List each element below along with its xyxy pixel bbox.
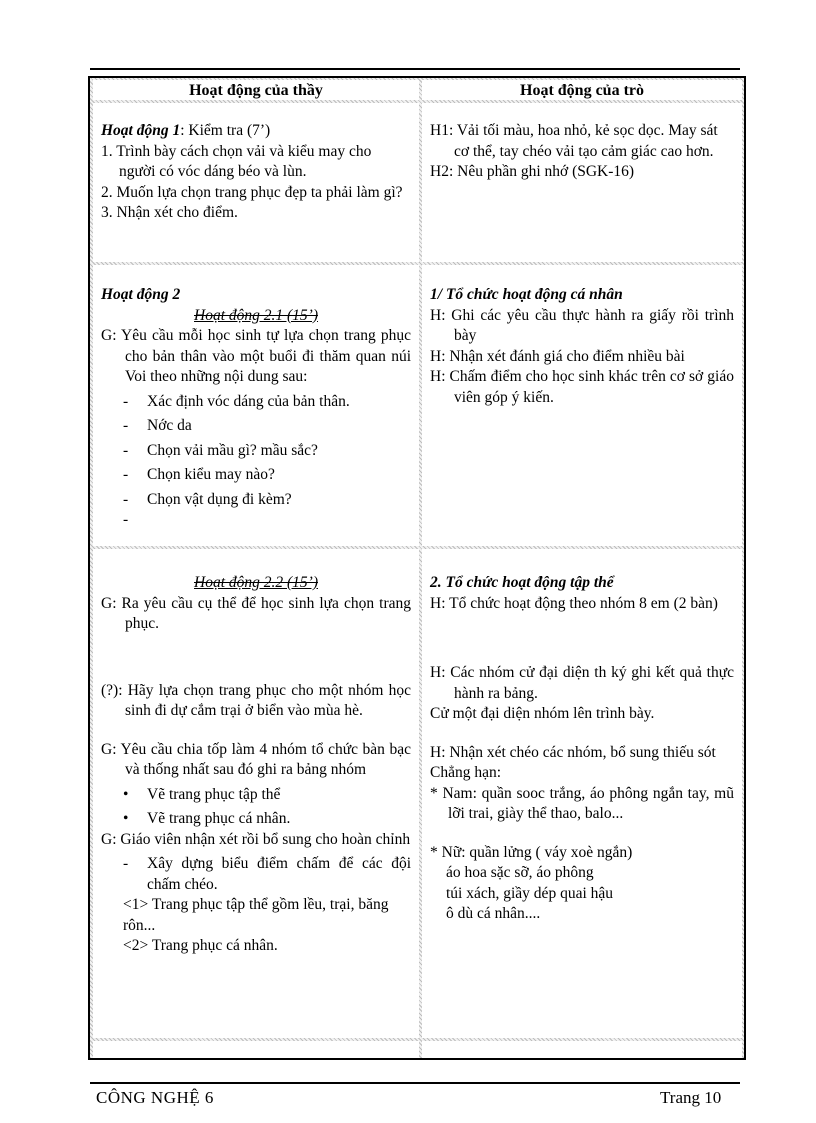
- activity2-title: Hoạt động 2: [101, 286, 181, 303]
- activity1-item-3: 3. Nhận xét cho điểm.: [101, 204, 238, 221]
- individual-activity-title: 1/ Tổ chức hoạt động cá nhân: [430, 286, 623, 303]
- group-answer-2: H: Các nhóm cử đại diện th ký ghi kết quả thực hành ra bảng.: [430, 664, 734, 702]
- example-female: * Nữ: quần lửng ( váy xoè ngắn): [430, 843, 633, 861]
- group-answer-3: Cử một đại diện nhóm lên trình bày.: [430, 705, 655, 722]
- activity21-bullet-5: - Chọn vật dụng đi kèm?: [123, 490, 292, 508]
- individual-answer-2: H: Nhận xét đánh giá cho điểm nhiều bài: [430, 347, 685, 365]
- activity1-item-1: 1. Trình bày cách chọn vải và kiểu may cho người có vóc dáng béo và lùn.: [101, 142, 372, 180]
- example-female-4: ô dù cá nhân....: [446, 905, 541, 922]
- activity21-bullet-2: - Nớc da: [123, 417, 192, 434]
- activity21-bullet-1: - Xác định vóc dáng của bản thân.: [123, 392, 350, 410]
- activity22-groups: G: Yêu cầu chia tốp làm 4 nhóm tổ chức bàn bạc và thống nhất sau đó ghi ra bảng nhóm: [101, 740, 411, 778]
- row2-teacher: [93, 265, 419, 546]
- answer-h2: H2: Nêu phần ghi nhớ (SGK-16): [430, 163, 635, 180]
- activity1-title: Hoạt động 1: Kiểm tra (7’): [101, 122, 271, 139]
- activity22-bullet-2: • Vẽ trang phục cá nhân.: [123, 810, 291, 827]
- row2-student: [422, 265, 742, 546]
- row1-student: [422, 103, 742, 262]
- activity22-subtitle: Hoạt động 2.2 (15’): [194, 574, 318, 591]
- activity22-question: (?): Hãy lựa chọn trang phục cho một nhóm học sinh đi dự cắm trại ở biển vào mùa hè.: [101, 681, 411, 719]
- row3-student: [422, 549, 742, 1038]
- individual-answer-3: H: Chấm điểm cho học sinh khác trên cơ sở giáo viên góp ý kiến.: [430, 368, 734, 406]
- group-activity-title: 2. Tổ chức hoạt động tập thể: [430, 574, 614, 591]
- footer-subject: CÔNG NGHỆ 6: [96, 1088, 214, 1107]
- footer-rule: [90, 1082, 740, 1084]
- activity1-item-2: 2. Muốn lựa chọn trang phục đẹp ta phải làm gì?: [101, 183, 403, 201]
- activity21-bullet-6: -: [123, 511, 129, 528]
- row4-teacher-empty: [93, 1041, 419, 1058]
- row1-teacher: [93, 103, 419, 262]
- individual-answer-1: H: Ghi các yêu cầu thực hành ra giấy rồi trình bày: [430, 306, 734, 344]
- group-answer-1: H: Tổ chức hoạt động theo nhóm 8 em (2 bàn): [430, 594, 718, 612]
- footer-page-number: Trang 10: [660, 1088, 722, 1107]
- header-rule: [90, 68, 740, 70]
- activity21-bullet-3: - Chọn vải mầu gì? mầu sắc?: [123, 441, 318, 459]
- group-example-label: Chẳng hạn:: [430, 764, 502, 781]
- activity21-subtitle: Hoạt động 2.1 (15’): [194, 306, 318, 324]
- activity22-dash-item: - Xây dựng biểu điểm chấm để các đội chấm chéo.: [123, 855, 411, 893]
- example-male: * Nam: quần sooc trắng, áo phông ngắn tay, mũ lỡi trai, giày thể thao, balo...: [430, 784, 734, 822]
- group-answer-4: H: Nhận xét chéo các nhóm, bổ sung thiếu sót: [430, 743, 716, 761]
- row4-student-empty: [422, 1041, 742, 1058]
- activity22-sub-2: <2> Trang phục cá nhân.: [123, 937, 278, 954]
- lesson-table: [88, 76, 746, 1060]
- example-female-2: áo hoa sặc sỡ, áo phông: [446, 864, 594, 881]
- activity21-intro: G: Yêu cầu mỗi học sinh tự lựa chọn trang phục cho bản thân vào một buổi đi thăm quan núi Voi theo những nội dung sau:: [101, 327, 411, 385]
- activity22-sub-1: <1> Trang phục tập thể gồm lều, trại, băng rôn...: [123, 896, 389, 934]
- activity21-bullet-4: - Chọn kiểu may nào?: [123, 466, 275, 483]
- example-female-3: túi xách, giầy dép quai hậu: [446, 884, 614, 902]
- activity22-bullet-1: • Vẽ trang phục tập thể: [123, 785, 281, 803]
- activity22-request: G: Ra yêu cầu cụ thể để học sinh lựa chọn trang phục.: [101, 594, 411, 632]
- header-student: Hoạt động của trò: [422, 80, 742, 100]
- row3-teacher: [93, 549, 419, 1038]
- header-teacher: Hoạt động của thầy: [93, 80, 419, 100]
- answer-h1: H1: Vải tối màu, hoa nhỏ, kẻ sọc dọc. May sát cơ thể, tay chéo vải tạo cảm giác cao hơn.: [430, 122, 718, 160]
- activity22-teacher-review: G: Giáo viên nhận xét rồi bổ sung cho hoàn chỉnh: [101, 830, 411, 848]
